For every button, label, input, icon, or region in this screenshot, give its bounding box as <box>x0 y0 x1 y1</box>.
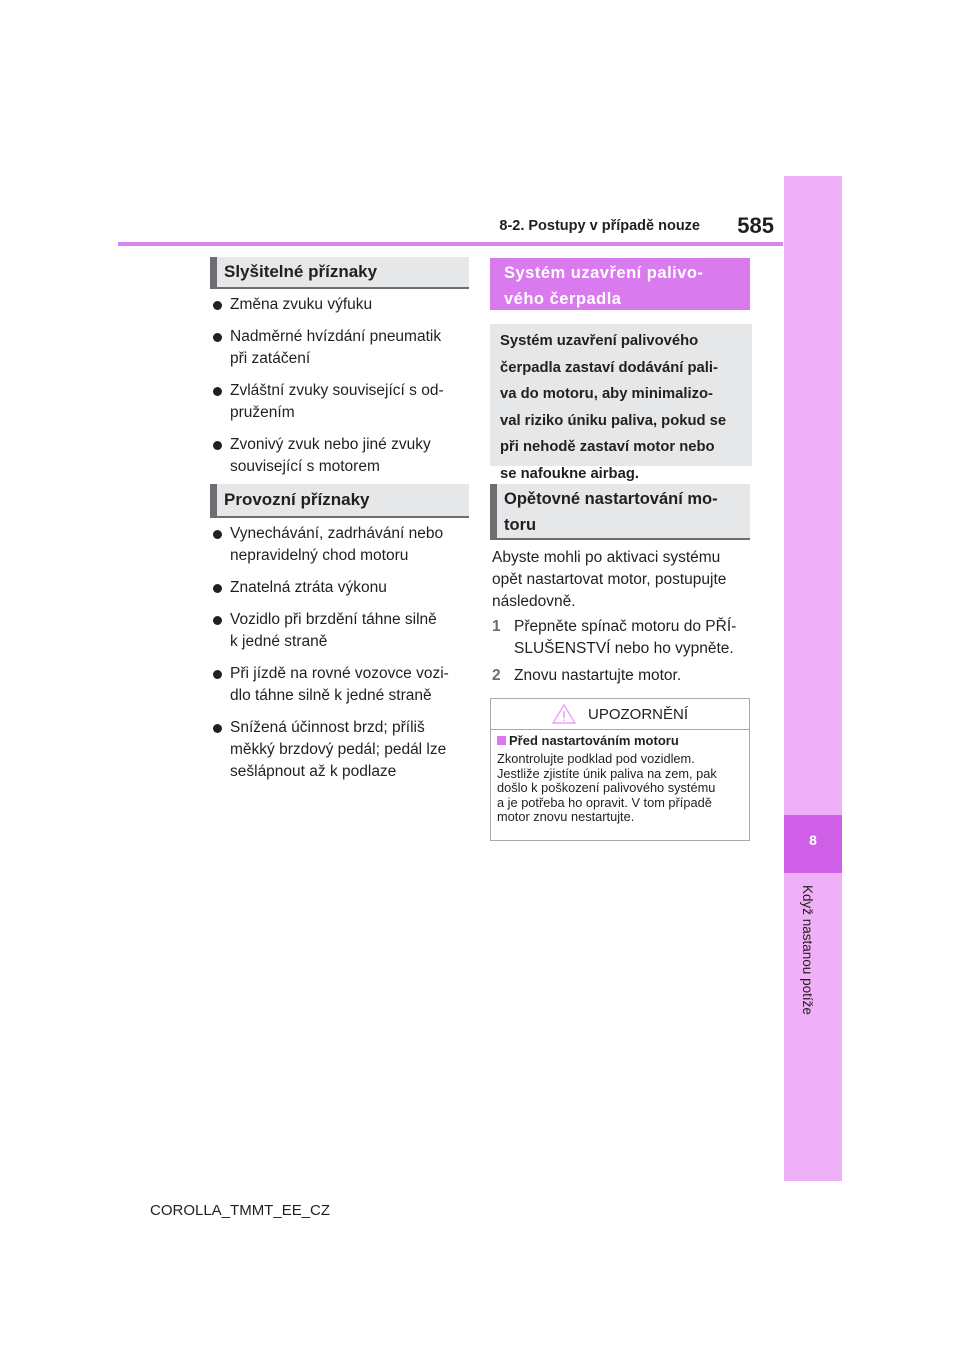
list-item <box>212 326 472 370</box>
engine-restart-heading-text: Opětovné nastartování mo- toru <box>504 490 718 534</box>
bullet-icon <box>213 387 222 396</box>
fuel-pump-shutoff-heading <box>490 258 750 310</box>
list-item <box>212 717 472 783</box>
chapter-title: Když nastanou potíže <box>800 885 815 1015</box>
list-item <box>212 294 472 316</box>
list-item <box>212 380 472 424</box>
list-item-text: Snížená účinnost brzd; příliš měkký brzdový pedál; pedál lze sešlápnout až k podlaze <box>230 719 447 780</box>
bullet-icon <box>213 584 222 593</box>
step-text: Přepněte spínač motoru do PŘÍ- SLUŠENSTVÍ nebo ho vypněte. <box>514 618 737 657</box>
audible-symptoms-heading <box>210 257 469 289</box>
fuel-pump-info-text: Systém uzavření palivového čerpadla zastaví dodávání pali- va do motoru, aby minimalizo- val riziko úniku paliva, pokud se při nehodě zastaví motor nebo se nafoukne airbag. <box>500 333 727 482</box>
document-code: COROLLA_TMMT_EE_CZ <box>150 1202 331 1219</box>
list-item <box>212 609 472 653</box>
operational-symptoms-heading-text: Provozní příznaky <box>224 490 370 509</box>
fuel-pump-info-box <box>490 324 752 482</box>
square-bullet-icon <box>497 736 506 745</box>
bullet-icon <box>213 670 222 679</box>
restart-intro-text: Abyste mohli po aktivaci systému opět nastartovat motor, postupujte následovně. <box>492 549 727 610</box>
operational-symptoms-heading <box>210 484 469 518</box>
chapter-number: 8 <box>809 832 817 848</box>
bullet-icon <box>213 441 222 450</box>
page-number: 585 <box>737 213 774 238</box>
list-item-text: Nadměrné hvízdání pneumatik při zatáčení <box>230 328 442 367</box>
step-item <box>492 616 752 660</box>
audible-symptoms-list <box>212 294 472 488</box>
caution-box <box>490 698 750 841</box>
bullet-icon <box>213 530 222 539</box>
engine-restart-heading <box>490 484 750 540</box>
list-item-text: Změna zvuku výfuku <box>230 296 373 313</box>
step-number: 1 <box>492 618 501 635</box>
step-item <box>492 665 752 687</box>
caution-title: UPOZORNĚNÍ <box>587 705 688 723</box>
bullet-icon <box>213 333 222 342</box>
warning-triangle-icon <box>552 704 576 724</box>
list-item-text: Znatelná ztráta výkonu <box>230 579 387 596</box>
operational-symptoms-list <box>212 523 472 793</box>
list-item-text: Zvonivý zvuk nebo jiné zvuky související s motorem <box>230 436 431 475</box>
caution-body: Zkontrolujte podklad pod vozidlem. Jestliže zjistíte únik paliva na zem, pak došlo k poškození palivového systému a je potřeba ho opravit. V tom případě motor znovu nestartujte. <box>497 751 717 824</box>
section-title: 8-2. Postupy v případě nouze <box>499 218 700 234</box>
list-item-text: Zvláštní zvuky související s od- pružením <box>230 382 444 421</box>
list-item <box>212 523 472 567</box>
bullet-icon <box>213 616 222 625</box>
caution-subheading <box>491 730 749 748</box>
caution-header <box>491 699 749 730</box>
list-item-text: Vynechávání, zadrhávání nebo nepravidelný chod motoru <box>230 525 444 564</box>
list-item-text: Při jízdě na rovné vozovce vozi- dlo táhne silně k jedné straně <box>230 665 449 704</box>
list-item <box>212 577 472 599</box>
chapter-title-vertical <box>800 885 824 1045</box>
list-item-text: Vozidlo při brzdění táhne silně k jedné straně <box>230 611 437 650</box>
step-number: 2 <box>492 667 501 684</box>
step-text: Znovu nastartujte motor. <box>514 667 682 684</box>
list-item <box>212 434 472 478</box>
list-item <box>212 663 472 707</box>
fuel-pump-shutoff-heading-text: Systém uzavření palivo- vého čerpadla <box>504 264 704 308</box>
bullet-icon <box>213 301 222 310</box>
restart-steps <box>492 616 752 692</box>
bullet-icon <box>213 724 222 733</box>
header-rule <box>118 242 783 246</box>
caution-subheading-text: Před nastartováním motoru <box>509 733 679 748</box>
audible-symptoms-heading-text: Slyšitelné příznaky <box>224 262 378 281</box>
